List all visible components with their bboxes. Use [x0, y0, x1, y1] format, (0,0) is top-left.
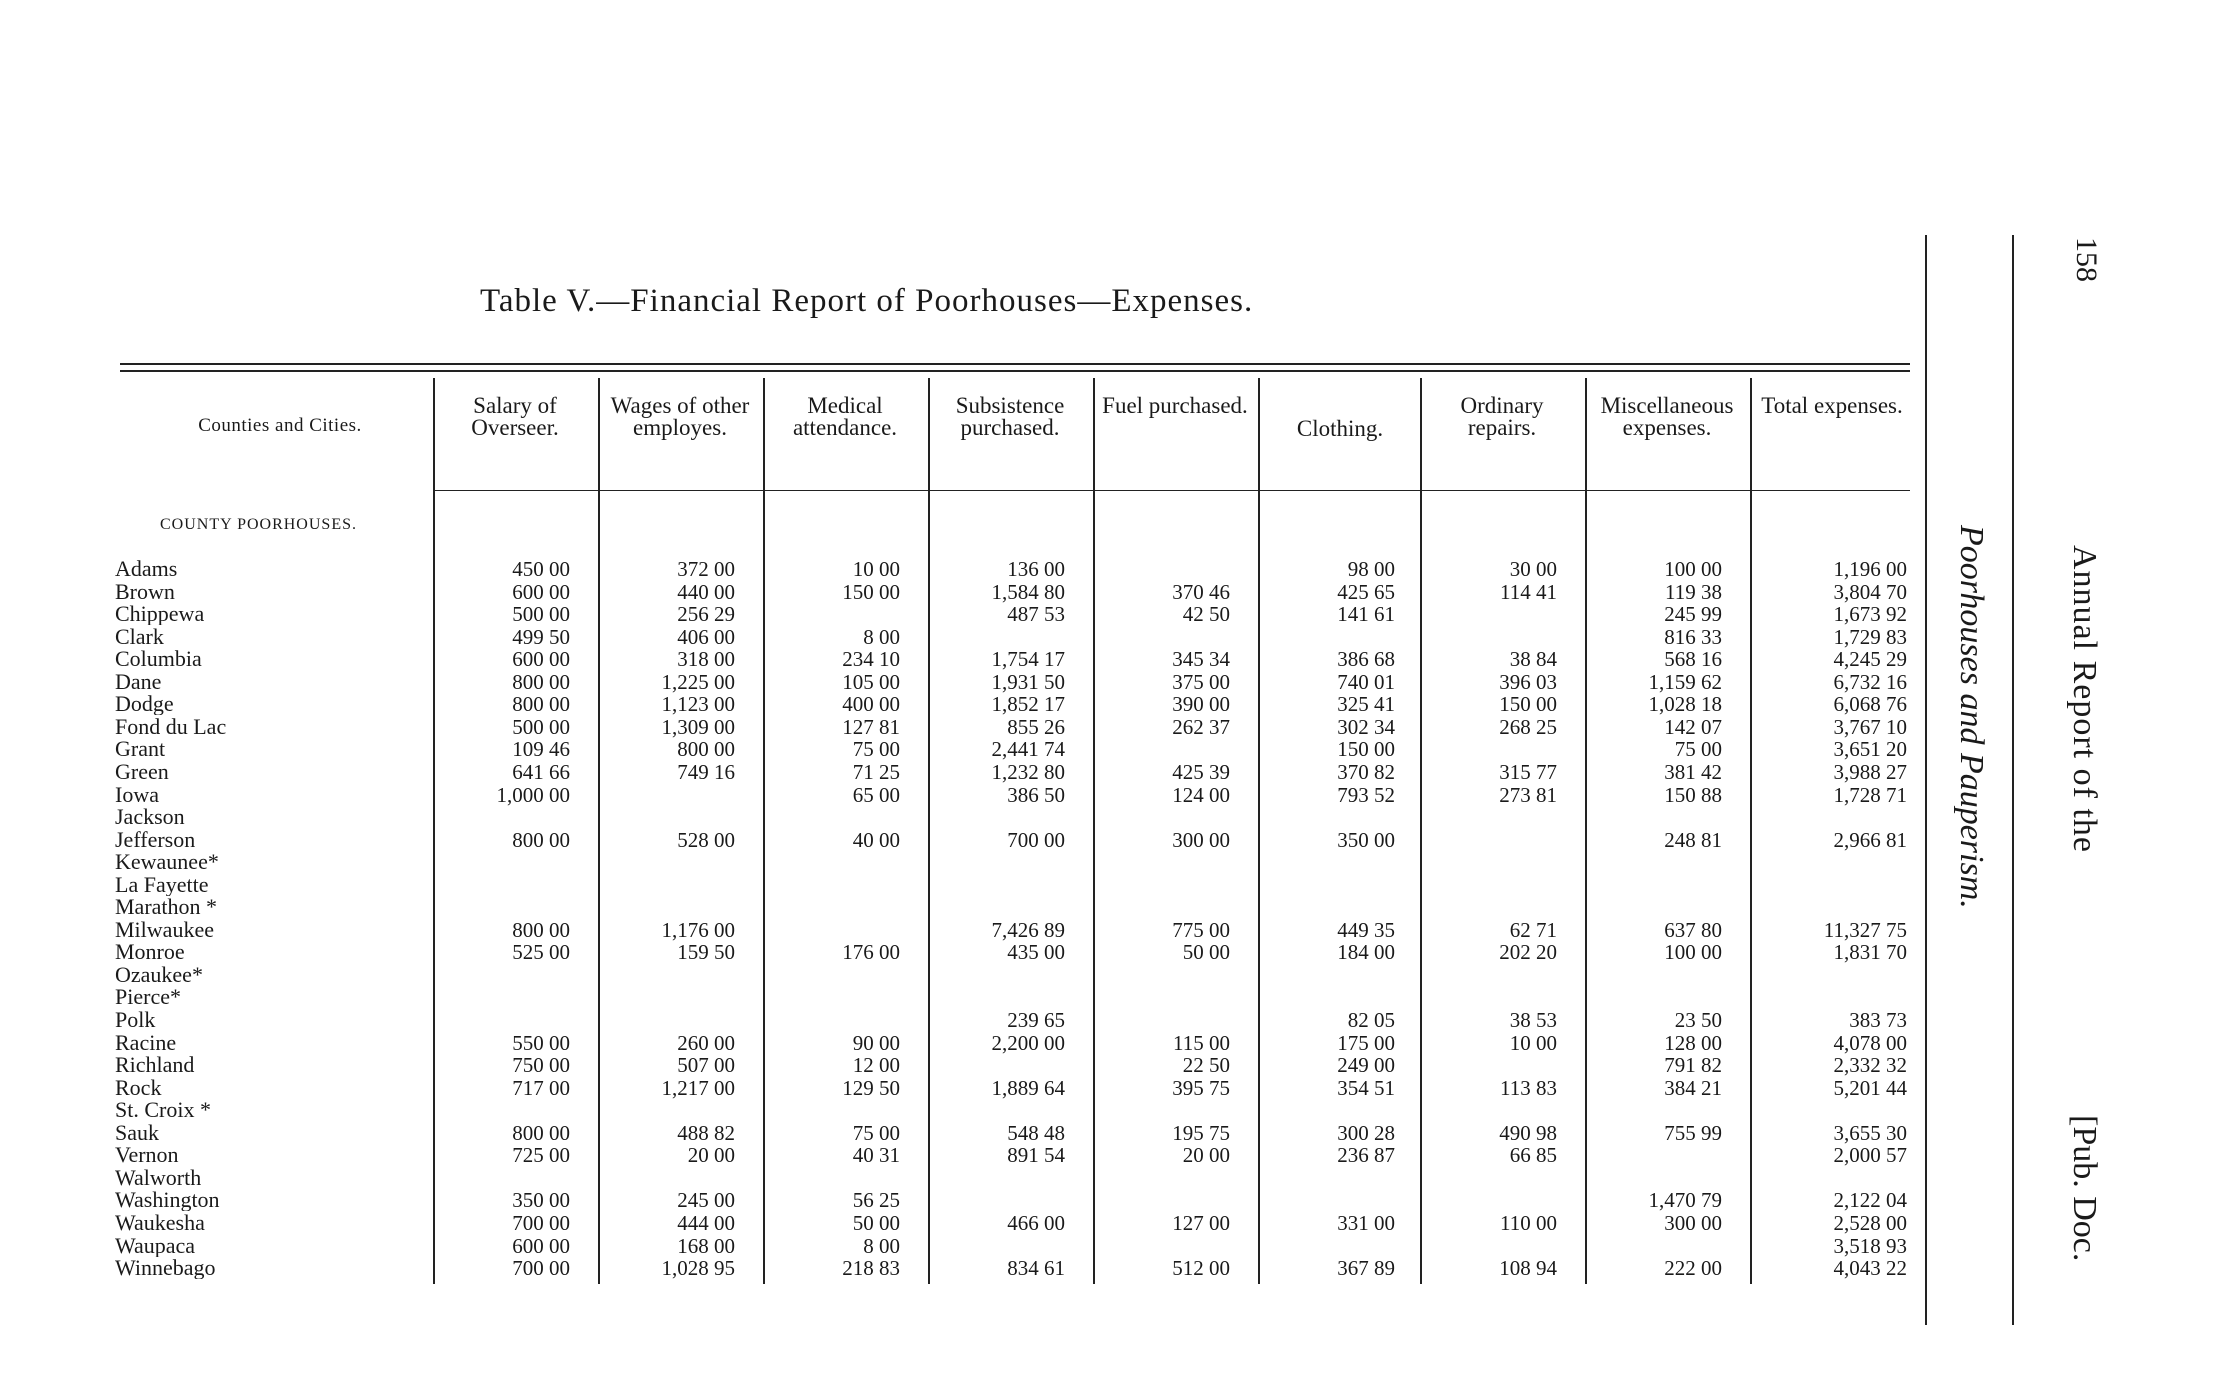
row-cell: 793 52 [1337, 782, 1395, 807]
row-cell: 891 54 [1007, 1143, 1065, 1168]
table-row [115, 761, 1915, 784]
row-cell: 110 00 [1500, 1210, 1557, 1235]
row-cell: 195 75 [1172, 1120, 1230, 1145]
row-cell: 40 31 [852, 1143, 900, 1168]
row-name: Washington [115, 1189, 220, 1212]
row-cell: 150 88 [1664, 782, 1722, 807]
row-cell: 150 00 [842, 579, 900, 604]
table-title: Table V.—Financial Report of Poorhouses—Expenses. [480, 283, 1254, 319]
row-cell: 3,518 93 [1833, 1233, 1907, 1258]
row-cell: 2,966 81 [1833, 827, 1907, 852]
row-cell: 1,852 17 [991, 692, 1065, 717]
row-cell: 236 87 [1337, 1143, 1395, 1168]
table-row [115, 784, 1915, 807]
row-cell: 725 00 [512, 1143, 570, 1168]
table-row [115, 964, 1915, 987]
row-name: Monroe [115, 941, 185, 964]
row-cell: 3,651 20 [1833, 737, 1907, 762]
header-misc: Miscellaneous expenses. [1600, 393, 1734, 440]
table-row [115, 648, 1915, 671]
row-cell: 315 77 [1499, 759, 1557, 784]
row-cell: 548 48 [1007, 1120, 1065, 1145]
row-cell: 23 50 [1674, 1008, 1722, 1032]
page-number: 158 [2070, 237, 2103, 282]
row-name: Green [115, 760, 169, 783]
row-cell: 100 00 [1664, 940, 1722, 965]
row-cell: 100 00 [1664, 557, 1722, 581]
row-name: Brown [115, 580, 175, 603]
row-cell: 1,028 18 [1648, 692, 1722, 717]
row-cell: 749 16 [677, 759, 735, 784]
row-cell: 435 00 [1007, 940, 1065, 965]
row-cell: 124 00 [1172, 782, 1230, 807]
row-cell: 525 00 [512, 940, 570, 965]
table-row [115, 1189, 1915, 1212]
table-row [115, 716, 1915, 739]
row-cell: 354 51 [1337, 1075, 1395, 1100]
row-cell: 641 66 [512, 759, 570, 784]
row-cell: 128 00 [1664, 1030, 1722, 1055]
row-cell: 834 61 [1007, 1256, 1065, 1281]
row-cell: 115 00 [1173, 1030, 1230, 1055]
header-repairs: Ordinary repairs. [1460, 393, 1544, 440]
header-counties: Counties and Cities. [198, 415, 362, 436]
row-cell: 11,327 75 [1823, 917, 1907, 942]
row-cell: 375 00 [1172, 669, 1230, 694]
row-cell: 490 98 [1499, 1120, 1557, 1145]
row-cell: 500 00 [512, 602, 570, 627]
row-cell: 507 00 [677, 1053, 735, 1078]
row-name: Jackson [115, 806, 185, 829]
row-cell: 800 00 [512, 669, 570, 694]
row-cell: 1,217 00 [661, 1075, 735, 1100]
row-cell: 425 39 [1172, 759, 1230, 784]
row-cell: 150 00 [1337, 737, 1395, 762]
row-cell: 8 00 [863, 624, 900, 649]
row-cell: 700 00 [512, 1210, 570, 1235]
row-cell: 10 00 [1509, 1030, 1557, 1055]
row-cell: 2,332 32 [1833, 1053, 1907, 1078]
row-cell: 700 00 [1007, 827, 1065, 852]
row-cell: 159 50 [677, 940, 735, 965]
row-cell: 350 00 [512, 1188, 570, 1213]
row-cell: 390 00 [1172, 692, 1230, 717]
row-cell: 268 25 [1499, 714, 1557, 739]
row-cell: 136 00 [1007, 557, 1065, 581]
row-cell: 488 82 [677, 1120, 735, 1145]
row-cell: 1,159 62 [1648, 669, 1722, 694]
row-cell: 449 35 [1337, 917, 1395, 942]
row-cell: 775 00 [1172, 917, 1230, 942]
row-name: Vernon [115, 1144, 179, 1167]
row-cell: 113 83 [1500, 1075, 1557, 1100]
row-cell: 367 89 [1337, 1256, 1395, 1281]
row-cell: 75 00 [1674, 737, 1722, 762]
row-name: Rock [115, 1076, 162, 1099]
row-cell: 82 05 [1347, 1008, 1395, 1032]
row-cell: 600 00 [512, 579, 570, 604]
table-row [115, 1144, 1915, 1167]
row-cell: 119 38 [1665, 579, 1722, 604]
row-cell: 22 50 [1182, 1053, 1230, 1078]
row-cell: 1,931 50 [991, 669, 1065, 694]
row-cell: 129 50 [842, 1075, 900, 1100]
row-cell: 50 00 [1182, 940, 1230, 965]
table-row [115, 1212, 1915, 1235]
row-name: Winnebago [115, 1257, 216, 1280]
row-cell: 3,804 70 [1833, 579, 1907, 604]
table-row [115, 581, 1915, 604]
row-cell: 1,225 00 [661, 669, 735, 694]
row-cell: 791 82 [1664, 1053, 1722, 1078]
row-name: Milwaukee [115, 918, 214, 941]
row-cell: 331 00 [1337, 1210, 1395, 1235]
row-cell: 400 00 [842, 692, 900, 717]
row-cell: 300 00 [1664, 1210, 1722, 1235]
row-name: Fond du Lac [115, 715, 227, 738]
row-cell: 12 00 [852, 1053, 900, 1078]
row-cell: 1,889 64 [991, 1075, 1065, 1100]
row-cell: 440 00 [677, 579, 735, 604]
row-cell: 127 81 [842, 714, 900, 739]
table-row [115, 671, 1915, 694]
table-row [115, 1099, 1915, 1122]
subject-heading: Poorhouses and Pauperism. [1953, 525, 1990, 909]
row-cell: 50 00 [852, 1210, 900, 1235]
row-cell: 5,201 44 [1833, 1075, 1907, 1100]
row-cell: 108 94 [1499, 1256, 1557, 1281]
header-wages: Wages of other employes. [610, 393, 750, 440]
table-row [115, 1122, 1915, 1145]
row-name: Dane [115, 670, 162, 693]
row-cell: 302 34 [1337, 714, 1395, 739]
row-cell: 750 00 [512, 1053, 570, 1078]
row-cell: 386 68 [1337, 647, 1395, 672]
row-cell: 512 00 [1172, 1256, 1230, 1281]
row-name: Pierce* [115, 986, 181, 1009]
row-name: Richland [115, 1054, 195, 1077]
row-name: Adams [115, 558, 178, 580]
row-cell: 75 00 [852, 1120, 900, 1145]
table-row [115, 874, 1915, 897]
header-subsistence: Subsistence purchased. [955, 393, 1065, 440]
row-cell: 141 61 [1337, 602, 1395, 627]
row-cell: 372 00 [677, 557, 735, 581]
row-cell: 2,441 74 [991, 737, 1065, 762]
row-cell: 248 81 [1664, 827, 1722, 852]
row-cell: 816 33 [1664, 624, 1722, 649]
row-cell: 637 80 [1664, 917, 1722, 942]
row-cell: 6,068 76 [1833, 692, 1907, 717]
row-cell: 262 37 [1172, 714, 1230, 739]
row-name: Waukesha [115, 1211, 205, 1234]
row-name: Marathon * [115, 896, 218, 919]
table-row [115, 851, 1915, 874]
row-cell: 3,767 10 [1833, 714, 1907, 739]
row-cell: 273 81 [1499, 782, 1557, 807]
row-cell: 350 00 [1337, 827, 1395, 852]
row-cell: 7,426 89 [991, 917, 1065, 942]
row-cell: 855 26 [1007, 714, 1065, 739]
row-cell: 345 34 [1172, 647, 1230, 672]
row-cell: 1,309 00 [661, 714, 735, 739]
row-cell: 370 46 [1172, 579, 1230, 604]
row-cell: 3,655 30 [1833, 1120, 1907, 1145]
header-total: Total expenses. [1761, 393, 1903, 418]
row-cell: 38 53 [1509, 1008, 1557, 1032]
row-cell: 10 00 [852, 557, 900, 581]
row-cell: 500 00 [512, 714, 570, 739]
table-row [115, 1077, 1915, 1100]
header-rule [433, 490, 1910, 491]
row-cell: 1,728 71 [1833, 782, 1907, 807]
row-name: Waupaca [115, 1234, 196, 1257]
row-name: Grant [115, 738, 166, 761]
row-cell: 56 25 [852, 1188, 900, 1213]
header-clothing: Clothing. [1296, 416, 1384, 441]
row-name: Iowa [115, 783, 159, 806]
row-cell: 4,245 29 [1833, 647, 1907, 672]
header-medical: Medical attendance. [792, 393, 898, 440]
row-cell: 222 00 [1664, 1256, 1722, 1281]
row-cell: 142 07 [1664, 714, 1722, 739]
row-cell: 1,729 83 [1833, 624, 1907, 649]
row-cell: 105 00 [842, 669, 900, 694]
row-cell: 62 71 [1509, 917, 1557, 942]
row-cell: 234 10 [842, 647, 900, 672]
row-cell: 318 00 [677, 647, 735, 672]
row-cell: 425 65 [1337, 579, 1395, 604]
table-row [115, 1257, 1915, 1280]
row-cell: 300 00 [1172, 827, 1230, 852]
row-cell: 90 00 [852, 1030, 900, 1055]
row-cell: 1,831 70 [1833, 940, 1907, 965]
row-cell: 109 46 [512, 737, 570, 762]
row-cell: 4,043 22 [1833, 1256, 1907, 1281]
table-row [115, 919, 1915, 942]
row-name: Columbia [115, 648, 202, 671]
row-cell: 256 29 [677, 602, 735, 627]
row-cell: 4,078 00 [1833, 1030, 1907, 1055]
row-cell: 800 00 [512, 1120, 570, 1145]
row-name: Sauk [115, 1121, 159, 1144]
row-cell: 245 00 [677, 1188, 735, 1213]
row-name: Chippewa [115, 603, 205, 626]
row-cell: 700 00 [512, 1256, 570, 1281]
table-row [115, 829, 1915, 852]
row-name: Clark [115, 625, 164, 648]
table-row [115, 1054, 1915, 1077]
header-salary: Salary of Overseer. [471, 393, 559, 440]
row-cell: 406 00 [677, 624, 735, 649]
row-cell: 800 00 [512, 917, 570, 942]
row-cell: 1,673 92 [1833, 602, 1907, 627]
row-cell: 717 00 [512, 1075, 570, 1100]
row-name: Kewaunee* [115, 851, 219, 874]
row-name: Jefferson [115, 828, 196, 851]
row-cell: 300 28 [1337, 1120, 1395, 1145]
row-cell: 1,176 00 [661, 917, 735, 942]
row-name: Polk [115, 1009, 156, 1031]
row-name: Racine [115, 1031, 177, 1054]
running-head: Annual Report of the [2066, 545, 2103, 853]
table-row [115, 558, 1915, 581]
table-row [115, 1167, 1915, 1190]
row-cell: 66 85 [1509, 1143, 1557, 1168]
row-cell: 1,028 95 [661, 1256, 735, 1281]
row-cell: 249 00 [1337, 1053, 1395, 1078]
row-cell: 1,232 80 [991, 759, 1065, 784]
row-cell: 600 00 [512, 647, 570, 672]
top-rule [120, 363, 1910, 365]
row-cell: 600 00 [512, 1233, 570, 1258]
table-row [115, 693, 1915, 716]
row-name: Walworth [115, 1166, 202, 1189]
row-cell: 2,528 00 [1833, 1210, 1907, 1235]
row-cell: 75 00 [852, 737, 900, 762]
row-cell: 8 00 [863, 1233, 900, 1258]
row-cell: 245 99 [1664, 602, 1722, 627]
top-rule-second [120, 370, 1910, 372]
row-cell: 487 53 [1007, 602, 1065, 627]
row-cell: 150 00 [1499, 692, 1557, 717]
row-cell: 20 00 [687, 1143, 735, 1168]
row-cell: 466 00 [1007, 1210, 1065, 1235]
row-cell: 800 00 [512, 827, 570, 852]
row-cell: 20 00 [1182, 1143, 1230, 1168]
row-cell: 444 00 [677, 1210, 735, 1235]
row-cell: 568 16 [1664, 647, 1722, 672]
row-cell: 1,000 00 [496, 782, 570, 807]
row-cell: 218 83 [842, 1256, 900, 1281]
table-row [115, 896, 1915, 919]
row-cell: 114 41 [1500, 579, 1557, 604]
row-cell: 127 00 [1172, 1210, 1230, 1235]
row-cell: 450 00 [512, 557, 570, 581]
row-cell: 30 00 [1509, 557, 1557, 581]
row-cell: 3,988 27 [1833, 759, 1907, 784]
section-label: COUNTY POORHOUSES. [160, 516, 357, 533]
header-fuel: Fuel purchased. [1102, 393, 1248, 418]
row-cell: 71 25 [852, 759, 900, 784]
row-cell: 528 00 [677, 827, 735, 852]
row-cell: 38 84 [1509, 647, 1557, 672]
row-cell: 6,732 16 [1833, 669, 1907, 694]
row-cell: 386 50 [1007, 782, 1065, 807]
row-cell: 800 00 [512, 692, 570, 717]
row-cell: 383 73 [1849, 1008, 1907, 1032]
table-row [115, 986, 1915, 1009]
row-cell: 1,196 00 [1833, 557, 1907, 581]
row-cell: 168 00 [677, 1233, 735, 1258]
table-row [115, 603, 1915, 626]
table-row [115, 626, 1915, 649]
row-cell: 325 41 [1337, 692, 1395, 717]
row-name: Dodge [115, 693, 174, 716]
row-cell: 2,000 57 [1833, 1143, 1907, 1168]
table-row [115, 1009, 1915, 1032]
row-cell: 239 65 [1007, 1008, 1065, 1032]
row-cell: 260 00 [677, 1030, 735, 1055]
row-name: St. Croix * [115, 1099, 211, 1122]
table-row [115, 1235, 1915, 1258]
row-cell: 550 00 [512, 1030, 570, 1055]
row-cell: 202 20 [1499, 940, 1557, 965]
table-row [115, 1032, 1915, 1055]
row-name: Ozaukee* [115, 963, 203, 986]
pub-doc: [Pub. Doc. [2066, 1115, 2103, 1262]
row-cell: 98 00 [1347, 557, 1395, 581]
table-row [115, 941, 1915, 964]
row-cell: 395 75 [1172, 1075, 1230, 1100]
row-cell: 740 01 [1337, 669, 1395, 694]
row-cell: 1,754 17 [991, 647, 1065, 672]
row-cell: 42 50 [1182, 602, 1230, 627]
row-cell: 1,470 79 [1648, 1188, 1722, 1213]
margin-rule-outer [2012, 235, 2014, 1325]
table-row [115, 806, 1915, 829]
row-cell: 1,584 80 [991, 579, 1065, 604]
row-cell: 396 03 [1499, 669, 1557, 694]
row-cell: 175 00 [1337, 1030, 1395, 1055]
row-cell: 381 42 [1664, 759, 1722, 784]
row-cell: 40 00 [852, 827, 900, 852]
row-cell: 176 00 [842, 940, 900, 965]
margin-rule [1925, 235, 1927, 1325]
row-cell: 2,122 04 [1833, 1188, 1907, 1213]
table-row [115, 738, 1915, 761]
row-cell: 184 00 [1337, 940, 1395, 965]
row-cell: 800 00 [677, 737, 735, 762]
row-cell: 755 99 [1664, 1120, 1722, 1145]
row-cell: 499 50 [512, 624, 570, 649]
row-cell: 370 82 [1337, 759, 1395, 784]
row-name: La Fayette [115, 873, 209, 896]
row-cell: 65 00 [852, 782, 900, 807]
row-cell: 384 21 [1664, 1075, 1722, 1100]
row-cell: 2,200 00 [991, 1030, 1065, 1055]
row-cell: 1,123 00 [661, 692, 735, 717]
